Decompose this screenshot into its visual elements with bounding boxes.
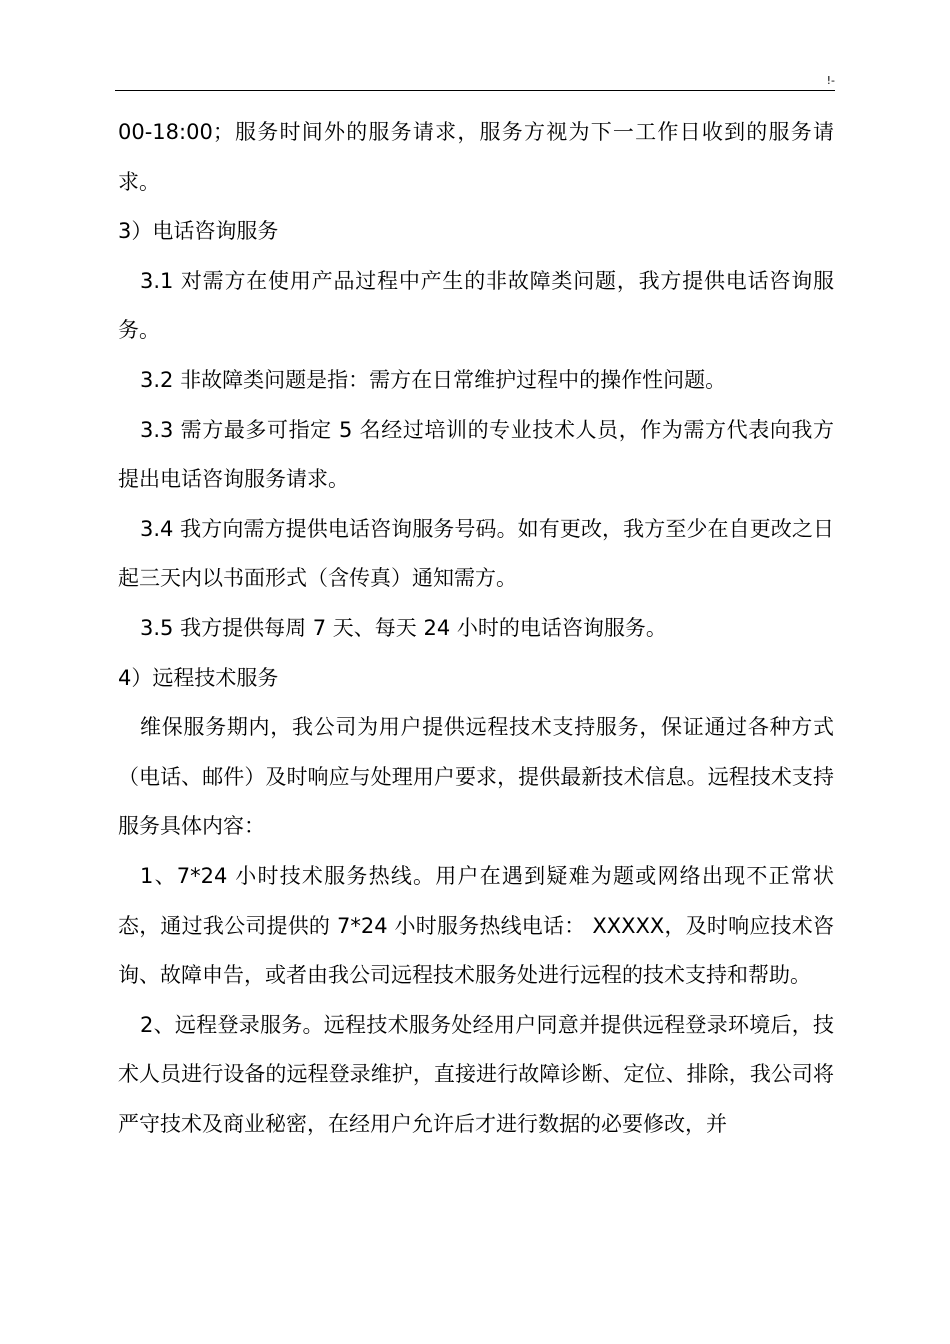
paragraph: 3.2 非故障类问题是指：需方在日常维护过程中的操作性问题。: [140, 367, 727, 392]
paragraph: 3.1 对需方在使用产品过程中产生的非故障类问题，我方提供电话咨询服务。: [118, 268, 834, 343]
paragraph: 3.5 我方提供每周 7 天、每天 24 小时的电话咨询服务。: [140, 615, 667, 640]
paragraph: 2、远程登录服务。远程技术服务处经用户同意并提供远程登录环境后，技术人员进行设备的远程登录维护，直接进行故障诊断、定位、排除，我公司将严守技术及商业秘密，在经用户允许后才进行数据的必要修改，并: [118, 1012, 834, 1136]
paragraph: 3.4 我方向需方提供电话咨询服务号码。如有更改，我方至少在自更改之日起三天内以书面形式（含传真）通知需方。: [118, 516, 834, 591]
page-number: !-: [826, 74, 835, 87]
paragraph: 维保服务期内，我公司为用户提供远程技术支持服务，保证通过各种方式（电话、邮件）及时响应与处理用户要求，提供最新技术信息。远程技术支持服务具体内容：: [118, 715, 834, 839]
section-heading: 4）远程技术服务: [118, 665, 279, 690]
paragraph: 3.3 需方最多可指定 5 名经过培训的专业技术人员，作为需方代表向我方提出电话咨询服务请求。: [118, 417, 834, 492]
paragraph: 00-18:00；服务时间外的服务请求，服务方视为下一工作日收到的服务请求。: [118, 120, 834, 194]
page-header: [115, 70, 835, 91]
paragraph: 1、7*24 小时技术服务热线。用户在遇到疑难为题或网络出现不正常状态，通过我公司提供的 7*24 小时服务热线电话： XXXXX，及时响应技术咨询、故障申告，或者由我公司远程技术服务处进行远程的技术支持和帮助。: [118, 863, 834, 988]
section-heading: 3）电话咨询服务: [118, 219, 279, 244]
document-body: [118, 108, 834, 1149]
